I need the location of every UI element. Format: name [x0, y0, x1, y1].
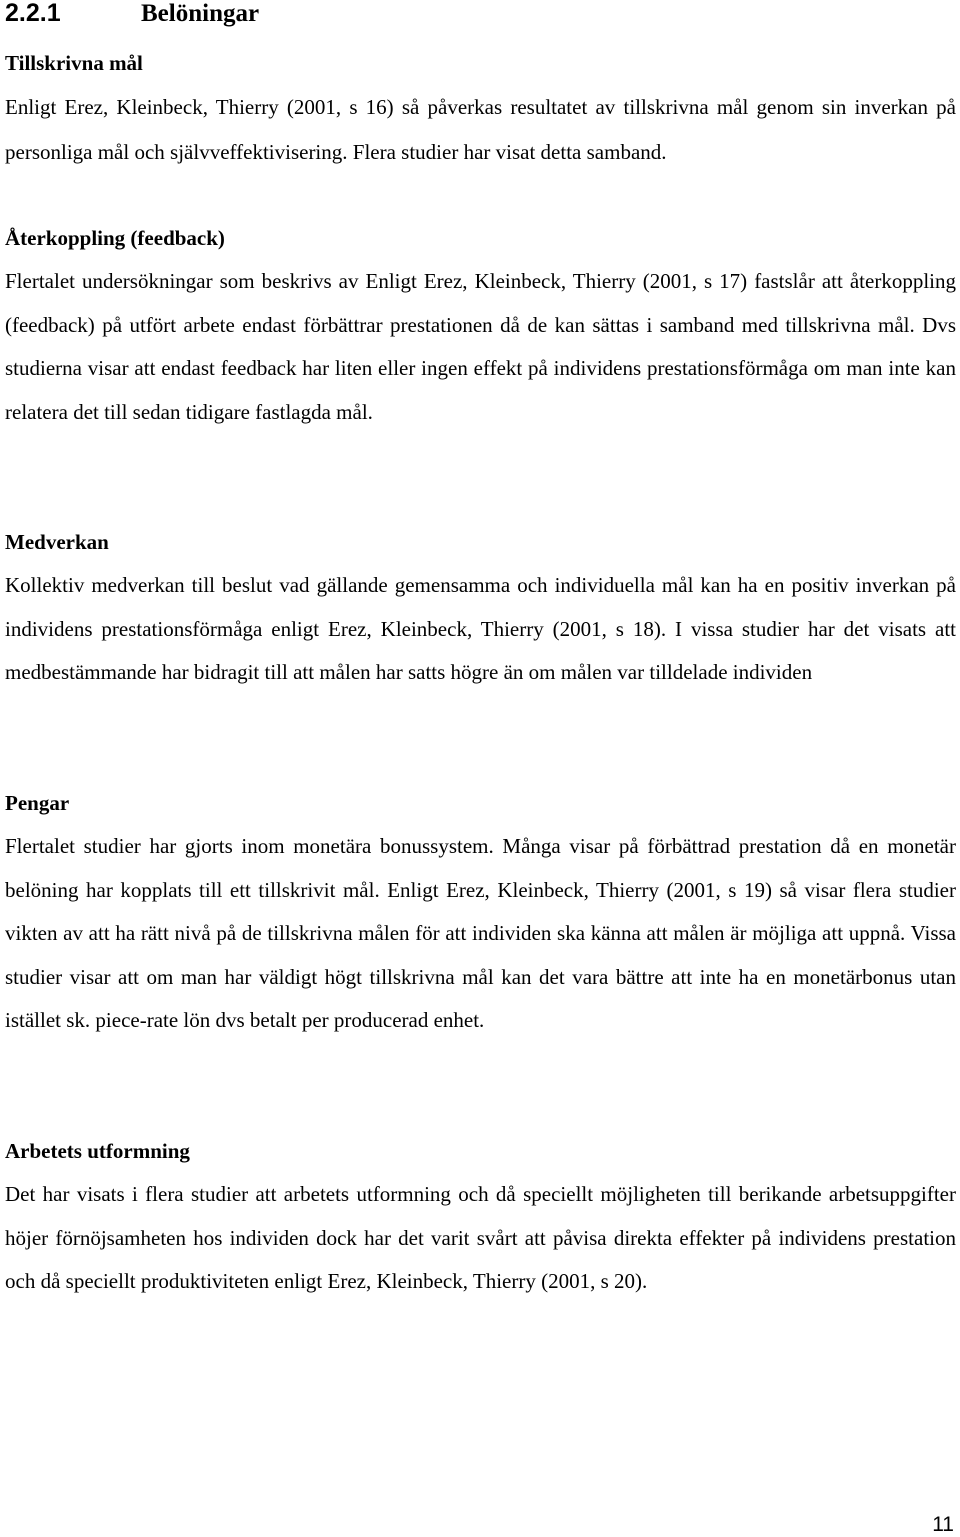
- chapter-heading: [5, 0, 956, 26]
- section-body: Kollektiv medverkan till beslut vad gällande gemensamma och individuella mål kan ha en positiv inverkan på individens prestationsförmåga enligt Erez, Kleinbeck, Thierry (2001, s 18). I vissa studier har det visats att medbestämmande har bidragit till att målen har satts högre än om målen var tilldelade individen: [5, 573, 956, 685]
- page-number: 11: [932, 1513, 954, 1536]
- chapter-number: 2.2.1: [5, 0, 61, 27]
- section-body: Flertalet studier har gjorts inom monetära bonussystem. Många visar på förbättrad prestation då en monetär belöning har kopplats till ett tillskrivit mål. Enligt Erez, Kleinbeck, Thierry (2001, s 19) så visar flera studier vikten av att ha rätt nivå på de tillskrivna målen för att individen ska känna att målen är möjliga att uppnå. Vissa studier visar att om man har väldigt högt tillskrivna mål kan det vara bättre att inte ha en monetärbonus utan istället sk. piece-rate lön dvs betalt per producerad enhet.: [5, 834, 956, 1033]
- section-heading: Återkoppling (feedback): [5, 226, 225, 250]
- section-heading: Tillskrivna mål: [5, 51, 143, 75]
- section-heading: Arbetets utformning: [5, 1139, 190, 1163]
- section-arbetets-utformning: [5, 1129, 956, 1304]
- section-tillskrivna-mal: [5, 41, 956, 174]
- section-body: Flertalet undersökningar som beskrivs av Enligt Erez, Kleinbeck, Thierry (2001, s 17) fastslår att återkoppling (feedback) på utfört arbete endast förbättrar prestationen då de kan sättas i samband med tillskrivna mål. Dvs studierna visar att endast feedback har liten eller ingen effekt på individens prestationsförmåga om man inte kan relatera det till sedan tidigare fastlagda mål.: [5, 269, 956, 424]
- section-pengar: [5, 781, 956, 1043]
- section-heading: Pengar: [5, 791, 70, 815]
- section-aterkoppling: [5, 216, 956, 434]
- section-medverkan: [5, 520, 956, 695]
- section-body: Enligt Erez, Kleinbeck, Thierry (2001, s 16) så påverkas resultatet av tillskrivna mål genom sin inverkan på personliga mål och självveffektivisering. Flera studier har visat detta samband.: [5, 95, 956, 164]
- document-page: [5, 0, 956, 1294]
- chapter-title: Belöningar: [141, 0, 260, 27]
- section-heading: Medverkan: [5, 530, 109, 554]
- section-body: Det har visats i flera studier att arbetets utformning och då speciellt möjligheten till berikande arbetsuppgifter höjer förnöjsamheten hos individen dock har det varit svårt att påvisa direkta effekter på individens prestation och då speciellt produktiviteten enligt Erez, Kleinbeck, Thierry (2001, s 20).: [5, 1182, 956, 1294]
